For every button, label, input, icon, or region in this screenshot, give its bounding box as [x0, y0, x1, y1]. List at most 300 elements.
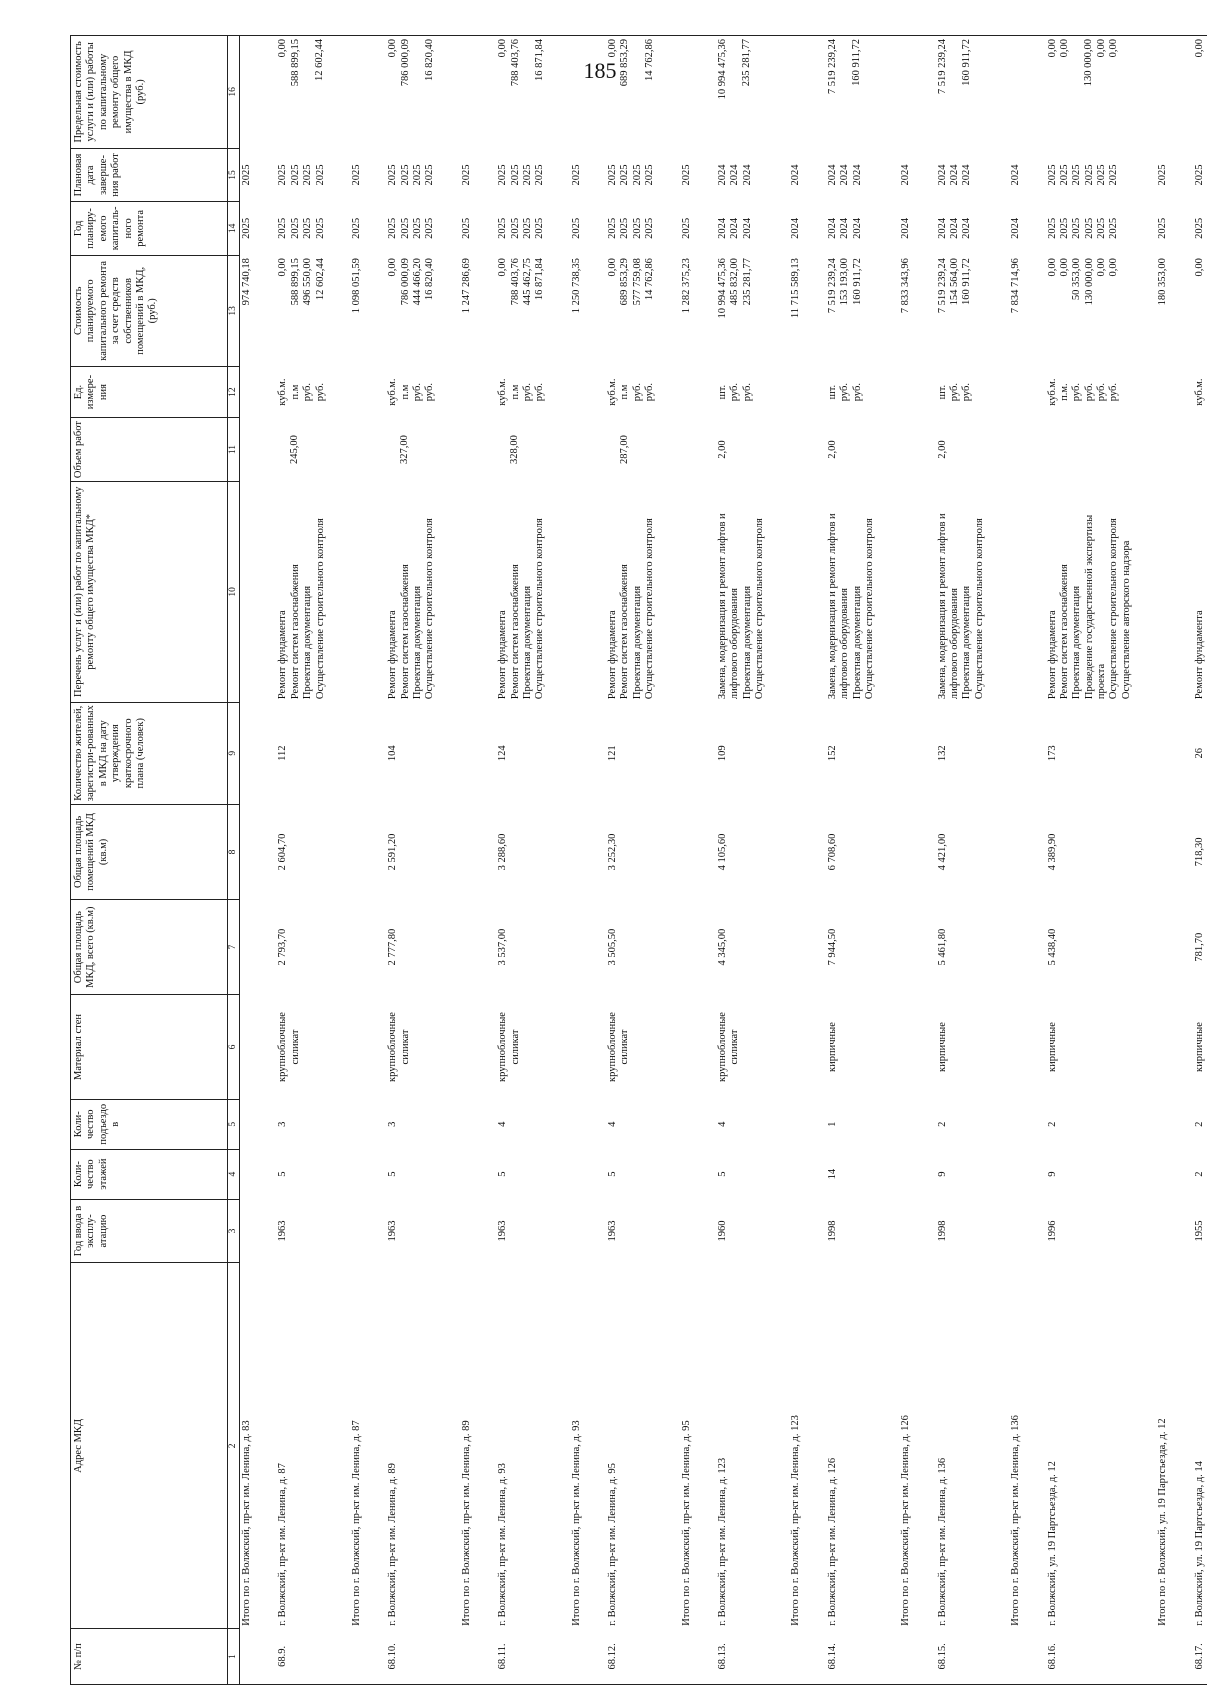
spacer-cell	[694, 255, 716, 366]
max-cost-line: 130 000,00	[1083, 39, 1095, 87]
work-list-line: Осуществление строительного контроля	[314, 518, 326, 700]
spacer-cell	[1171, 804, 1193, 899]
work-volume-line	[1047, 421, 1059, 479]
spacer-cell	[804, 202, 826, 255]
address-cell: Итого по г. Волжский, пр-кт им. Ленина, д. 87	[350, 1420, 362, 1626]
work-list-cell	[936, 482, 988, 703]
work-volume-cell	[1046, 418, 1135, 482]
spacer-cell	[914, 1629, 936, 1685]
completion-date-cell	[680, 148, 694, 201]
spacer-cell	[987, 418, 1009, 482]
repair-cost-cell	[716, 255, 768, 366]
repair-year-cell	[826, 202, 878, 255]
residents-count-cell	[570, 702, 584, 804]
spacer-cell	[658, 36, 680, 149]
row-spacer	[584, 36, 606, 1685]
row-number-cell: 68.12.	[607, 1643, 618, 1670]
work-volume-cell	[496, 418, 548, 482]
spacer-cell	[328, 418, 350, 482]
column-header: Общая площадь помещений МКД (кв.м)	[71, 804, 228, 899]
spacer-cell	[987, 1149, 1009, 1199]
row-spacer	[694, 36, 716, 1685]
max-cost-cell	[570, 36, 584, 149]
spacer-cell	[658, 148, 680, 201]
entrances-count-cell	[899, 1099, 913, 1149]
unit-line: куб.м.	[497, 378, 509, 406]
completion-date-line: 2025	[509, 164, 521, 186]
repair-cost-line: 160 911,72	[851, 258, 863, 305]
repair-cost-cell	[496, 255, 548, 366]
spacer-cell	[254, 36, 276, 149]
residents-count-cell: 104	[387, 745, 399, 762]
column-header: Год ввода в эксплу-атацию	[71, 1199, 228, 1263]
spacer-cell	[877, 36, 899, 149]
commission-year-cell	[680, 1199, 694, 1263]
premises-area-cell: 3 288,60	[497, 833, 509, 871]
completion-date-line: 2025	[350, 164, 362, 186]
repair-year-line: 2025	[631, 217, 643, 239]
spacer-cell	[328, 202, 350, 255]
max-cost-line	[632, 39, 644, 145]
repair-cost-line: 0,00	[1096, 258, 1107, 277]
residents-count-cell: 152	[826, 745, 838, 762]
repair-year-line: 2024	[729, 217, 741, 239]
spacer-cell	[584, 148, 606, 201]
total-area-cell: 5 438,40	[1046, 928, 1058, 966]
spacer-cell	[254, 1099, 276, 1149]
spacer-cell	[767, 255, 789, 366]
spacer-cell	[804, 702, 826, 804]
entrances-count-cell	[680, 1099, 694, 1149]
unit-line: п.м.	[1058, 383, 1070, 401]
total-area-cell	[789, 900, 803, 995]
spacer-cell	[548, 482, 570, 703]
entrances-count-cell	[789, 1099, 803, 1149]
completion-date-line: 2025	[460, 164, 472, 186]
completion-date-line: 2024	[741, 164, 753, 186]
work-volume-line	[534, 421, 546, 479]
work-volume-cell	[240, 418, 255, 482]
column-header: Адрес МКД	[71, 1263, 228, 1629]
work-list-line: Ремонт фундамента	[1046, 610, 1058, 700]
floors-count-cell	[240, 1149, 255, 1199]
spacer-cell	[1134, 995, 1156, 1100]
repair-cost-line: 130 000,00	[1083, 258, 1095, 306]
spacer-cell	[254, 367, 276, 418]
work-volume-line: 2,00	[936, 440, 948, 459]
max-cost-line: 0,00	[1108, 39, 1119, 58]
unit-line: шт.	[936, 384, 948, 400]
residents-count-cell: 121	[607, 745, 618, 762]
premises-area-cell: 4 105,60	[716, 833, 728, 871]
spacer-cell	[1024, 702, 1046, 804]
work-volume-line	[1095, 421, 1107, 479]
max-cost-cell	[1156, 36, 1170, 149]
completion-date-line: 2025	[302, 164, 314, 186]
max-cost-line	[412, 39, 424, 145]
residents-count-cell	[1009, 702, 1023, 804]
unit-cell	[386, 367, 438, 418]
unit-cell	[826, 367, 878, 418]
completion-date-cell	[460, 148, 474, 201]
completion-date-cell	[240, 148, 255, 201]
residents-count-cell	[240, 702, 255, 804]
work-list-line: Проектная документация	[302, 585, 314, 700]
spacer-cell	[877, 1263, 899, 1629]
spacer-cell	[1134, 1099, 1156, 1149]
spacer-cell	[438, 202, 460, 255]
completion-date-line: 2025	[1096, 164, 1107, 186]
capital-repair-plan-table	[70, 35, 1207, 1685]
address-cell: г. Волжский, пр-кт им. Ленина, д. 126	[826, 1457, 838, 1626]
table-row	[1193, 36, 1207, 1685]
work-volume-line: 327,00	[399, 435, 411, 465]
max-cost-line	[839, 39, 851, 145]
spacer-cell	[804, 804, 826, 899]
repair-cost-cell	[1046, 255, 1135, 366]
commission-year-cell: 1960	[716, 1220, 728, 1242]
address-cell: Итого по г. Волжский, пр-кт им. Ленина, д. 136	[1010, 1415, 1022, 1626]
address-cell: Итого по г. Волжский, пр-кт им. Ленина, д. 93	[570, 1420, 582, 1626]
spacer-cell	[804, 36, 826, 149]
unit-cell	[1156, 367, 1170, 418]
column-number: 2	[228, 1263, 240, 1629]
spacer-cell	[548, 1629, 570, 1685]
premises-area-cell: 4 389,90	[1046, 833, 1058, 871]
spacer-cell	[1024, 900, 1046, 995]
spacer-cell	[474, 148, 496, 201]
floors-count-cell: 5	[716, 1171, 728, 1177]
address-cell: г. Волжский, пр-кт им. Ленина, д. 89	[387, 1463, 399, 1626]
repair-cost-cell	[680, 255, 694, 366]
column-number: 9	[228, 702, 240, 804]
row-spacer	[804, 36, 826, 1685]
unit-line: руб.	[534, 383, 546, 402]
completion-date-cell	[789, 148, 803, 201]
spacer-cell	[877, 148, 899, 201]
repair-cost-line: 1 247 286,69	[460, 258, 472, 314]
spacer-cell	[1024, 482, 1046, 703]
work-list-cell	[276, 482, 328, 703]
column-number: 1	[228, 1629, 240, 1685]
completion-date-cell	[716, 148, 768, 201]
entrances-count-cell: 3	[387, 1121, 399, 1127]
repair-year-cell	[1193, 202, 1207, 255]
premises-area-cell	[240, 804, 255, 899]
max-cost-line: 16 871,84	[533, 39, 545, 81]
total-area-cell	[680, 900, 694, 995]
max-cost-line: 0,00	[1046, 39, 1058, 58]
spacer-cell	[987, 36, 1009, 149]
spacer-cell	[767, 1099, 789, 1149]
completion-date-line: 2025	[570, 164, 582, 186]
max-cost-line: 0,00	[1095, 39, 1107, 58]
repair-cost-line: 485 832,00	[729, 258, 741, 306]
spacer-cell	[987, 202, 1009, 255]
spacer-cell	[914, 482, 936, 703]
floors-count-cell	[1009, 1149, 1023, 1199]
column-number: 14	[228, 202, 240, 255]
spacer-cell	[804, 1629, 826, 1685]
spacer-cell	[658, 900, 680, 995]
spacer-cell	[438, 1629, 460, 1685]
spacer-cell	[548, 367, 570, 418]
completion-date-line: 2024	[716, 164, 728, 186]
work-list-cell	[826, 482, 878, 703]
spacer-cell	[1024, 148, 1046, 201]
spacer-cell	[1024, 1629, 1046, 1685]
spacer-cell	[548, 202, 570, 255]
work-volume-line	[741, 421, 753, 479]
total-area-cell: 5 461,80	[936, 928, 948, 966]
spacer-cell	[658, 1629, 680, 1685]
spacer-cell	[1024, 255, 1046, 366]
spacer-cell	[877, 1149, 899, 1199]
spacer-cell	[328, 1149, 350, 1199]
unit-line: руб.	[961, 383, 973, 402]
row-number-cell	[789, 1629, 803, 1685]
work-volume-cell	[680, 418, 694, 482]
column-number: 5	[228, 1099, 240, 1149]
wall-material-cell	[1156, 995, 1170, 1100]
column-header: Год планиру-емого капиталь-ного ремонта	[71, 202, 228, 255]
address-cell: Итого по г. Волжский, пр-кт им. Ленина, д. 83	[241, 1420, 252, 1626]
completion-date-cell	[1156, 148, 1170, 201]
total-area-cell	[899, 900, 913, 995]
work-volume-line: 287,00	[619, 435, 630, 465]
max-cost-cell	[460, 36, 474, 149]
spacer-cell	[987, 1263, 1009, 1629]
repair-cost-line: 16 871,84	[534, 258, 546, 301]
max-cost-line: 160 911,72	[851, 39, 863, 86]
work-list-line: Проектная документация	[741, 585, 753, 700]
spacer-cell	[328, 255, 350, 366]
spacer-cell	[548, 418, 570, 482]
spacer-cell	[987, 1629, 1009, 1685]
completion-date-line: 2025	[1058, 164, 1070, 186]
spacer-cell	[328, 482, 350, 703]
repair-year-line: 2024	[741, 217, 753, 239]
spacer-cell	[584, 1263, 606, 1629]
floors-count-cell: 14	[826, 1168, 838, 1180]
unit-line: руб.	[302, 383, 314, 402]
total-area-cell: 4 345,00	[716, 928, 728, 966]
spacer-cell	[364, 255, 386, 366]
spacer-cell	[694, 482, 716, 703]
spacer-cell	[328, 1263, 350, 1629]
entrances-count-cell: 1	[826, 1121, 838, 1127]
max-cost-line: 0,00	[387, 39, 399, 58]
spacer-cell	[438, 900, 460, 995]
residents-count-cell	[1156, 702, 1170, 804]
repair-cost-line: 0,00	[1046, 258, 1058, 277]
spacer-cell	[474, 482, 496, 703]
spacer-cell	[694, 367, 716, 418]
row-spacer	[1134, 36, 1156, 1685]
spacer-cell	[548, 36, 570, 149]
repair-year-line: 2025	[412, 217, 423, 239]
work-list-line: Осуществление строительного контроля	[424, 518, 436, 700]
repair-cost-line: 14 762,86	[644, 258, 656, 301]
spacer-cell	[438, 804, 460, 899]
spacer-cell	[694, 804, 716, 899]
repair-cost-cell	[606, 255, 658, 366]
work-volume-line	[1107, 421, 1119, 479]
unit-line: руб.	[424, 383, 436, 402]
spacer-cell	[474, 804, 496, 899]
spacer-cell	[804, 148, 826, 201]
spacer-cell	[438, 418, 460, 482]
premises-area-cell: 2 591,20	[387, 833, 399, 871]
work-volume-line	[424, 421, 436, 479]
repair-cost-line: 154 564,00	[949, 258, 960, 306]
spacer-cell	[254, 255, 276, 366]
spacer-cell	[438, 36, 460, 149]
spacer-cell	[877, 995, 899, 1100]
floors-count-cell	[350, 1149, 364, 1199]
total-area-cell: 7 944,50	[826, 928, 838, 966]
spacer-cell	[987, 804, 1009, 899]
total-row	[460, 36, 474, 1685]
work-list-line: Проектная документация	[851, 585, 863, 700]
work-volume-cell	[386, 418, 438, 482]
repair-cost-line: 786 000,09	[399, 258, 411, 306]
work-volume-cell	[1009, 418, 1023, 482]
table-row	[606, 36, 658, 1685]
repair-year-cell	[716, 202, 768, 255]
max-cost-line	[302, 39, 314, 145]
spacer-cell	[1171, 1199, 1193, 1263]
work-volume-line: 328,00	[509, 435, 521, 465]
spacer-cell	[1171, 1099, 1193, 1149]
unit-line: п.м	[289, 384, 301, 400]
max-cost-line: 786 000,09	[399, 39, 411, 87]
unit-line: руб.	[839, 383, 851, 402]
unit-line: шт.	[716, 384, 728, 400]
repair-cost-cell	[276, 255, 328, 366]
unit-line: руб.	[851, 383, 863, 402]
spacer-cell	[1171, 367, 1193, 418]
floors-count-cell	[460, 1149, 474, 1199]
spacer-cell	[584, 804, 606, 899]
premises-area-cell	[899, 804, 913, 899]
repair-cost-line: 588 899,15	[289, 258, 301, 306]
unit-line: руб.	[729, 383, 741, 402]
spacer-cell	[658, 995, 680, 1100]
unit-line: руб.	[314, 383, 326, 402]
spacer-cell	[694, 1263, 716, 1629]
repair-year-line: 2025	[314, 217, 326, 239]
repair-cost-line: 10 994 475,36	[716, 258, 728, 319]
unit-line: руб.	[1071, 383, 1083, 402]
spacer-cell	[254, 995, 276, 1100]
spacer-cell	[474, 900, 496, 995]
max-cost-line	[1071, 39, 1083, 145]
spacer-cell	[804, 1199, 826, 1263]
spacer-cell	[694, 1099, 716, 1149]
work-list-line: Замена, модернизация и ремонт лифтов и лифтового оборудования	[716, 513, 741, 700]
spacer-cell	[767, 482, 789, 703]
repair-year-line: 2025	[619, 217, 631, 239]
table-row	[496, 36, 548, 1685]
total-row	[1009, 36, 1023, 1685]
unit-line: руб.	[412, 383, 423, 402]
spacer-cell	[694, 1629, 716, 1685]
total-row	[350, 36, 364, 1685]
repair-year-line: 2025	[1096, 217, 1107, 239]
table-row	[1046, 36, 1135, 1685]
spacer-cell	[877, 482, 899, 703]
spacer-cell	[584, 1629, 606, 1685]
spacer-cell	[328, 1199, 350, 1263]
column-header: Коли-чество подъездо в	[71, 1099, 228, 1149]
spacer-cell	[364, 36, 386, 149]
wall-material-cell: кирпичные	[1193, 1022, 1205, 1072]
work-list-cell	[240, 482, 255, 703]
commission-year-cell: 1996	[1046, 1220, 1058, 1242]
work-list-line: Осуществление строительного контроля	[863, 518, 875, 700]
repair-cost-line: 0,00	[1193, 258, 1205, 277]
repair-cost-line: 7 833 343,96	[900, 258, 912, 314]
spacer-cell	[548, 148, 570, 201]
spacer-cell	[254, 1149, 276, 1199]
spacer-cell	[364, 804, 386, 899]
max-cost-cell	[1009, 36, 1023, 149]
spacer-cell	[1134, 1629, 1156, 1685]
unit-cell	[240, 367, 255, 418]
repair-cost-cell	[936, 255, 988, 366]
repair-cost-line: 689 853,29	[619, 258, 631, 306]
work-list-line: Ремонт фундамента	[1193, 610, 1205, 700]
spacer-cell	[804, 255, 826, 366]
work-list-line: Ремонт систем газоснабжения	[289, 564, 301, 700]
spacer-cell	[474, 36, 496, 149]
spacer-cell	[438, 367, 460, 418]
work-volume-cell	[789, 418, 803, 482]
row-spacer	[474, 36, 496, 1685]
spacer-cell	[914, 255, 936, 366]
spacer-cell	[914, 995, 936, 1100]
row-number-cell	[680, 1629, 694, 1685]
total-area-cell	[460, 900, 474, 995]
unit-line: руб.	[644, 383, 656, 402]
unit-cell	[936, 367, 988, 418]
address-cell: г. Волжский, пр-кт им. Ленина, д. 136	[936, 1457, 948, 1626]
unit-line: куб.м.	[607, 378, 618, 406]
entrances-count-cell: 4	[497, 1121, 509, 1127]
repair-year-line: 2025	[399, 217, 411, 239]
work-list-line: Замена, модернизация и ремонт лифтов и лифтового оборудования	[936, 513, 960, 700]
max-cost-line: 235 281,77	[741, 39, 753, 87]
floors-count-cell	[899, 1149, 913, 1199]
spacer-cell	[987, 900, 1009, 995]
wall-material-cell	[350, 995, 364, 1100]
spacer-cell	[1134, 36, 1156, 149]
spacer-cell	[328, 804, 350, 899]
spacer-cell	[584, 900, 606, 995]
address-cell: г. Волжский, пр-кт им. Ленина, д. 123	[716, 1457, 728, 1626]
spacer-cell	[254, 482, 276, 703]
max-cost-line: 7 519 239,24	[936, 39, 948, 95]
total-row	[899, 36, 913, 1685]
commission-year-cell: 1998	[936, 1220, 948, 1242]
completion-date-line: 2025	[1046, 164, 1058, 186]
total-row	[1156, 36, 1170, 1685]
spacer-cell	[877, 255, 899, 366]
rotated-table-container	[70, 35, 1205, 1685]
work-volume-line	[277, 421, 289, 479]
entrances-count-cell: 4	[607, 1121, 618, 1127]
